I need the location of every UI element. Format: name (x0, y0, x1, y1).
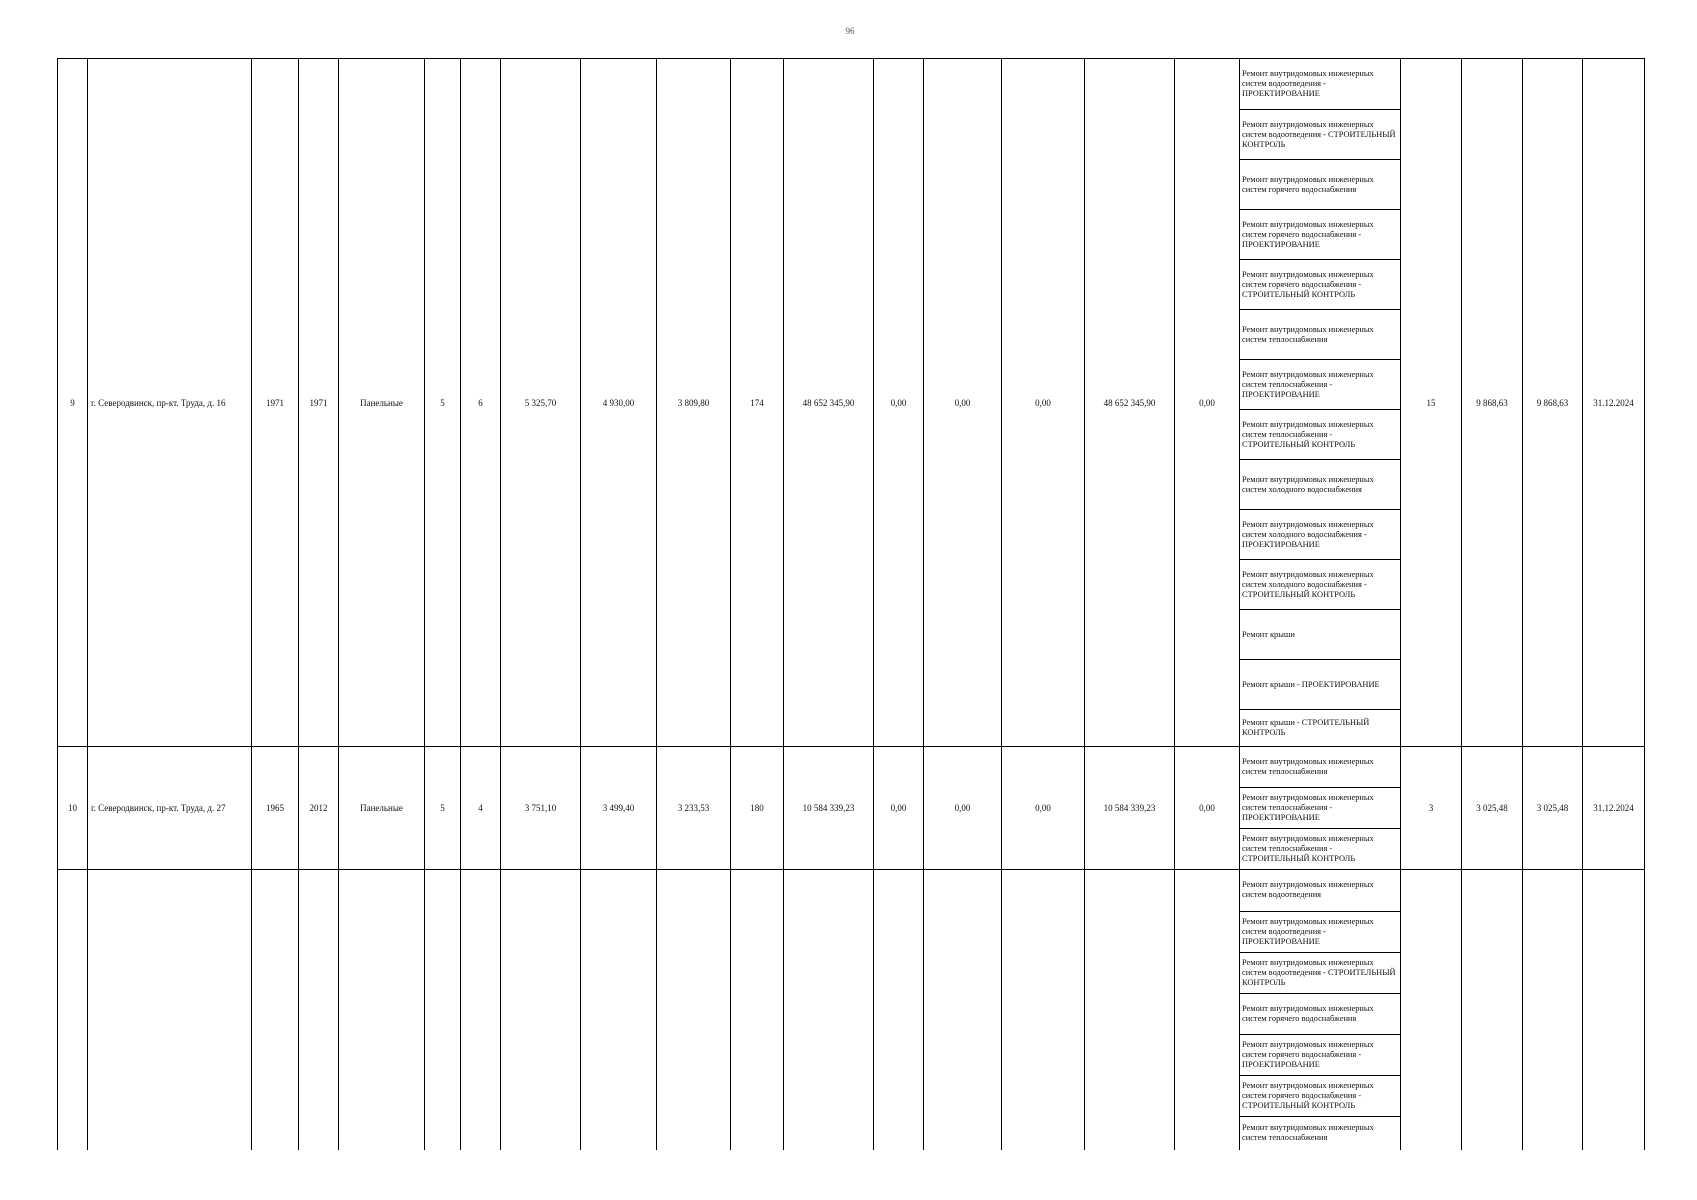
page-number: 96 (845, 26, 855, 36)
year-overhaul: 2012 (299, 747, 339, 870)
wall-material: Панельные (339, 59, 425, 747)
work-item: Ремонт внутридомовых инженерных систем водоотведения - ПРОЕКТИРОВАНИЕ (1240, 60, 1400, 110)
wall-material: Панельные (339, 747, 425, 870)
work-item: Ремонт внутридомовых инженерных систем теплоснабжения - ПРОЕКТИРОВАНИЕ (1240, 360, 1400, 410)
work-item: Ремонт внутридомовых инженерных систем горячего водоснабжения - ПРОЕКТИРОВАНИЕ (1240, 1034, 1400, 1075)
cost-per-m2: 3 025,48 (1462, 747, 1523, 870)
wall-material (339, 870, 425, 1151)
area-total: 5 325,70 (501, 59, 581, 747)
work-item: Ремонт внутридомовых инженерных систем горячего водоснабжения (1240, 160, 1400, 210)
address (88, 870, 252, 1151)
fund-owners (1085, 870, 1175, 1151)
fund-local: 0,00 (1002, 747, 1085, 870)
cost-total: 10 584 339,23 (784, 747, 874, 870)
fund-other: 0,00 (1175, 59, 1240, 747)
table-row (58, 59, 1645, 747)
work-count: 3 (1401, 747, 1462, 870)
area-premises: 3 499,40 (581, 747, 657, 870)
area-total (501, 870, 581, 1151)
works-cell (1240, 870, 1401, 1151)
area-residential (657, 870, 731, 1151)
cost-per-m2 (1462, 870, 1523, 1151)
fund-federal: 0,00 (874, 747, 924, 870)
work-count (1401, 870, 1462, 1151)
works-cell (1240, 59, 1401, 747)
work-item: Ремонт внутридомовых инженерных систем теплоснабжения - СТРОИТЕЛЬНЫЙ КОНТРОЛЬ (1242, 833, 1374, 863)
work-item: Ремонт внутридомовых инженерных систем теплоснабжения (1242, 1123, 1374, 1143)
work-item: Ремонт внутридомовых инженерных систем горячего водоснабжения - СТРОИТЕЛЬНЫЙ КОНТРОЛЬ (1240, 1075, 1400, 1116)
limit-per-m2: 3 025,48 (1523, 747, 1583, 870)
fund-other: 0,00 (1175, 747, 1240, 870)
work-item: Ремонт внутридомовых инженерных систем водоотведения - СТРОИТЕЛЬНЫЙ КОНТРОЛЬ (1240, 952, 1400, 993)
floors: 5 (425, 59, 461, 747)
work-item: Ремонт внутридомовых инженерных систем горячего водоснабжения - ПРОЕКТИРОВАНИЕ (1240, 210, 1400, 260)
work-count: 15 (1401, 59, 1462, 747)
year-overhaul: 1971 (299, 59, 339, 747)
year-overhaul (299, 870, 339, 1151)
row-number: 10 (58, 747, 88, 870)
year-built (252, 870, 299, 1151)
area-premises (581, 870, 657, 1151)
work-item: Ремонт внутридомовых инженерных систем холодного водоснабжения (1240, 460, 1400, 510)
fund-local: 0,00 (1002, 59, 1085, 747)
fund-owners: 10 584 339,23 (1085, 747, 1175, 870)
entrances: 6 (461, 59, 501, 747)
work-item: Ремонт внутридомовых инженерных систем водоотведения - ПРОЕКТИРОВАНИЕ (1240, 911, 1400, 952)
limit-per-m2 (1523, 870, 1583, 1151)
table-row (58, 870, 1645, 1151)
capital-repair-table (57, 58, 1645, 1150)
works-list (1240, 870, 1400, 1150)
works-list (1240, 747, 1400, 869)
work-item: Ремонт внутридомовых инженерных систем теплоснабжения (1240, 747, 1400, 787)
fund-other (1175, 870, 1240, 1151)
works-list (1240, 60, 1400, 746)
table-row (58, 747, 1645, 870)
fund-owners: 48 652 345,90 (1085, 59, 1175, 747)
area-total: 3 751,10 (501, 747, 581, 870)
work-item: Ремонт крыши (1240, 610, 1400, 660)
entrances (461, 870, 501, 1151)
deadline: 31.12.2024 (1583, 59, 1645, 747)
fund-regional (924, 870, 1002, 1151)
area-residential: 3 809,80 (657, 59, 731, 747)
fund-local (1002, 870, 1085, 1151)
work-item: Ремонт крыши - СТРОИТЕЛЬНЫЙ КОНТРОЛЬ (1242, 717, 1370, 737)
work-item: Ремонт внутридомовых инженерных систем горячего водоснабжения (1240, 993, 1400, 1034)
floors (425, 870, 461, 1151)
cost-per-m2: 9 868,63 (1462, 59, 1523, 747)
floors: 5 (425, 747, 461, 870)
cost-total (784, 870, 874, 1151)
work-item: Ремонт внутридомовых инженерных систем теплоснабжения - СТРОИТЕЛЬНЫЙ КОНТРОЛЬ (1240, 410, 1400, 460)
work-item: Ремонт внутридомовых инженерных систем теплоснабжения - ПРОЕКТИРОВАНИЕ (1240, 787, 1400, 828)
cost-total: 48 652 345,90 (784, 59, 874, 747)
entrances: 4 (461, 747, 501, 870)
work-item: Ремонт внутридомовых инженерных систем водоотведения (1240, 870, 1400, 911)
fund-regional: 0,00 (924, 59, 1002, 747)
fund-federal (874, 870, 924, 1151)
residents (731, 870, 784, 1151)
year-built: 1971 (252, 59, 299, 747)
row-number: 9 (58, 59, 88, 747)
fund-federal: 0,00 (874, 59, 924, 747)
area-premises: 4 930,00 (581, 59, 657, 747)
address: г. Северодвинск, пр-кт. Труда, д. 27 (88, 747, 252, 870)
work-item: Ремонт внутридомовых инженерных систем холодного водоснабжения - ПРОЕКТИРОВАНИЕ (1240, 510, 1400, 560)
residents: 174 (731, 59, 784, 747)
works-cell (1240, 747, 1401, 870)
work-item: Ремонт внутридомовых инженерных систем горячего водоснабжения - СТРОИТЕЛЬНЫЙ КОНТРОЛЬ (1240, 260, 1400, 310)
address: г. Северодвинск, пр-кт. Труда, д. 16 (88, 59, 252, 747)
row-number (58, 870, 88, 1151)
deadline: 31.12.2024 (1583, 747, 1645, 870)
residents: 180 (731, 747, 784, 870)
work-item: Ремонт внутридомовых инженерных систем холодного водоснабжения - СТРОИТЕЛЬНЫЙ КОНТРОЛЬ (1240, 560, 1400, 610)
work-item: Ремонт внутридомовых инженерных систем теплоснабжения (1240, 310, 1400, 360)
limit-per-m2: 9 868,63 (1523, 59, 1583, 747)
deadline (1583, 870, 1645, 1151)
year-built: 1965 (252, 747, 299, 870)
work-item: Ремонт крыши - ПРОЕКТИРОВАНИЕ (1240, 660, 1400, 710)
fund-regional: 0,00 (924, 747, 1002, 870)
area-residential: 3 233,53 (657, 747, 731, 870)
work-item: Ремонт внутридомовых инженерных систем водоотведения - СТРОИТЕЛЬНЫЙ КОНТРОЛЬ (1240, 110, 1400, 160)
